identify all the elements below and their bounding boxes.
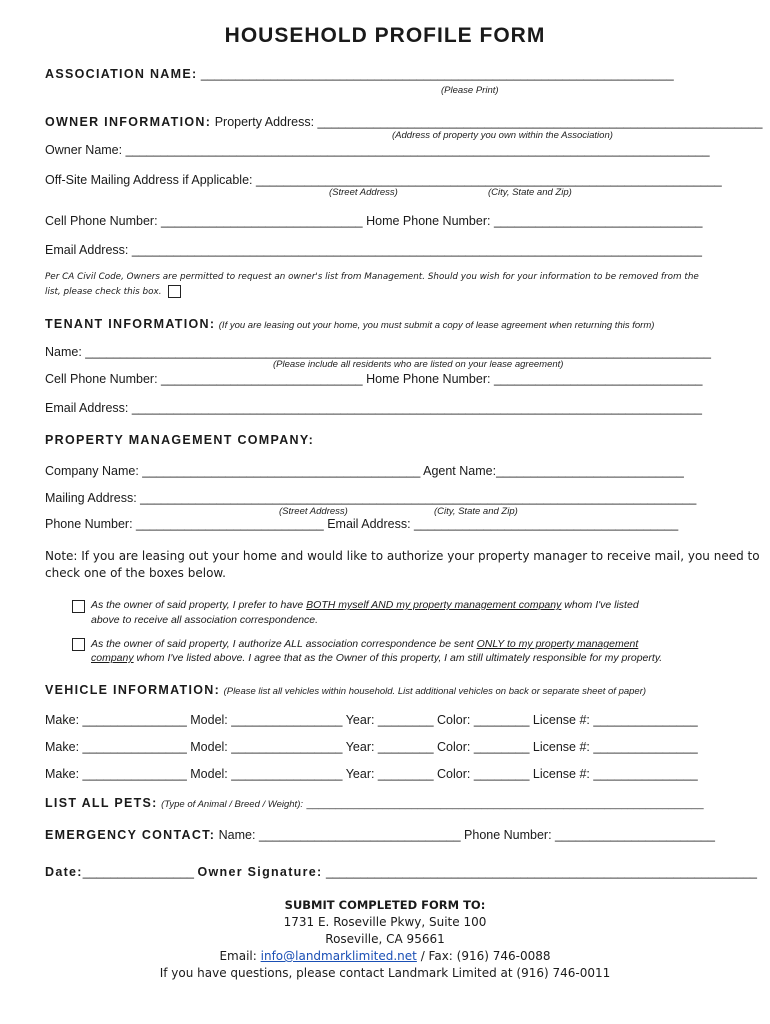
option-only-pm-underlined: ONLY to my property management xyxy=(476,638,639,650)
pets-note: (Type of Animal / Breed / Weight): xyxy=(161,799,303,810)
association-label: ASSOCIATION NAME: xyxy=(45,67,198,81)
option-only-pm-text-a: As the owner of said property, I authorize ALL association correspondence be sent xyxy=(91,638,477,650)
option-only-pm-line-1 xyxy=(91,638,638,650)
owner-phone-fields[interactable]: Cell Phone Number: _____________________________ Home Phone Number: ______________________________ xyxy=(45,214,703,228)
option-only-pm-checkbox[interactable] xyxy=(72,638,85,651)
property-address-hint: (Address of property you own within the Association) xyxy=(392,130,613,141)
emergency-header: EMERGENCY CONTACT: xyxy=(45,828,216,842)
remove-from-list-checkbox[interactable] xyxy=(168,285,181,298)
pm-street-hint: (Street Address) xyxy=(279,506,348,517)
association-name-field[interactable]: ____________________________________________________________________ xyxy=(200,67,674,81)
vehicle-note: (Please list all vehicles within household. List additional vehicles on back or separate sheet of paper) xyxy=(223,686,647,697)
vehicle-row-2[interactable]: Make: _______________ Model: ________________ Year: ________ Color: ________ License #: _______________ xyxy=(45,740,698,754)
tenant-note: (If you are leasing out your home, you must submit a copy of lease agreement when returning this form) xyxy=(218,320,655,331)
form-title: HOUSEHOLD PROFILE FORM xyxy=(224,24,546,47)
civil-code-text-2: list, please check this box. xyxy=(45,287,162,297)
owner-property-row xyxy=(45,115,762,129)
pm-mailing-field[interactable]: Mailing Address: ________________________________________________________________________________ xyxy=(45,491,697,505)
owner-email-field[interactable]: Email Address: __________________________________________________________________________________ xyxy=(45,243,702,257)
property-address-label: Property Address: xyxy=(214,115,315,129)
pm-phone-email-fields[interactable]: Phone Number: ___________________________ Email Address: ______________________________________ xyxy=(45,517,679,531)
note-line-2: check one of the boxes below. xyxy=(45,566,226,580)
email-link[interactable]: info@landmarklimited.net xyxy=(260,949,417,963)
tenant-email-field[interactable]: Email Address: __________________________________________________________________________________ xyxy=(45,401,702,415)
fax-text: / Fax: (916) 746-0088 xyxy=(416,949,551,963)
association-hint: (Please Print) xyxy=(441,85,499,96)
footer-contact-row xyxy=(0,949,770,963)
footer-address-1: 1731 E. Roseville Pkwy, Suite 100 xyxy=(283,915,487,929)
tenant-info-header: TENANT INFORMATION: xyxy=(45,317,216,331)
owner-signature-label: Owner Signature: xyxy=(197,865,323,879)
option-only-pm-line-2 xyxy=(91,652,662,664)
vehicle-header-row xyxy=(45,683,646,697)
association-row xyxy=(45,67,674,81)
option-both-checkbox[interactable] xyxy=(72,600,85,613)
offsite-mailing-field[interactable]: Off-Site Mailing Address if Applicable: ___________________________________________________________________ xyxy=(45,173,722,187)
date-field[interactable]: ________________ xyxy=(82,865,194,879)
vehicle-row-3[interactable]: Make: _______________ Model: ________________ Year: ________ Color: ________ License #: _______________ xyxy=(45,767,698,781)
footer-questions: If you have questions, please contact Landmark Limited at (916) 746-0011 xyxy=(159,966,611,980)
owner-name-field[interactable]: Owner Name: ____________________________________________________________________________________ xyxy=(45,143,710,157)
email-label: Email: xyxy=(219,949,261,963)
emergency-fields[interactable]: Name: _____________________________ Phone Number: _______________________ xyxy=(218,828,715,842)
property-address-field[interactable]: ________________________________________________________________ xyxy=(317,115,763,129)
pets-field[interactable]: ____________________________________________________________________ xyxy=(306,798,704,810)
tenant-phone-fields[interactable]: Cell Phone Number: _____________________________ Home Phone Number: ______________________________ xyxy=(45,372,703,386)
tenant-name-field[interactable]: Name: __________________________________________________________________________________________ xyxy=(45,345,711,359)
footer-address-2: Roseville, CA 95661 xyxy=(325,932,445,946)
option-only-pm-underlined-2: company xyxy=(91,652,134,664)
tenant-name-hint: (Please include all residents who are listed on your lease agreement) xyxy=(273,359,564,370)
option-both-line-2: above to receive all association correspondence. xyxy=(91,614,319,626)
owner-signature-field[interactable]: ______________________________________________________________ xyxy=(325,865,757,879)
option-both-text-b: whom I've listed xyxy=(561,599,639,611)
submit-heading: SUBMIT COMPLETED FORM TO: xyxy=(284,898,486,912)
pets-header: LIST ALL PETS: xyxy=(45,796,158,810)
civil-code-text-1: Per CA Civil Code, Owners are permitted to request an owner's list from Management. Should you wish for your information to be removed from the xyxy=(45,272,699,282)
option-both-text-a: As the owner of said property, I prefer to have xyxy=(91,599,307,611)
pm-header: PROPERTY MANAGEMENT COMPANY: xyxy=(45,433,315,447)
vehicle-info-header: VEHICLE INFORMATION: xyxy=(45,683,221,697)
signature-row xyxy=(45,865,757,879)
vehicle-row-1[interactable]: Make: _______________ Model: ________________ Year: ________ Color: ________ License #: _______________ xyxy=(45,713,698,727)
owner-street-hint: (Street Address) xyxy=(329,187,398,198)
tenant-header-row xyxy=(45,317,654,331)
option-both-line-1 xyxy=(91,599,639,611)
owner-info-header: OWNER INFORMATION: xyxy=(45,115,212,129)
pets-row xyxy=(45,796,704,810)
note-line-1: Note: If you are leasing out your home and would like to authorize your property manager to receive mail, you need to xyxy=(45,549,760,563)
pm-company-agent-fields[interactable]: Company Name: ________________________________________ Agent Name:___________________________ xyxy=(45,464,684,478)
option-both-underlined: BOTH myself AND my property management company xyxy=(306,599,562,611)
date-label: Date: xyxy=(45,865,83,879)
owner-city-hint: (City, State and Zip) xyxy=(488,187,572,198)
pm-city-hint: (City, State and Zip) xyxy=(434,506,518,517)
emergency-row xyxy=(45,828,715,842)
option-only-pm-text-b: whom I've listed above. I agree that as the Owner of this property, I am still ultimately responsible for my property. xyxy=(133,652,663,664)
